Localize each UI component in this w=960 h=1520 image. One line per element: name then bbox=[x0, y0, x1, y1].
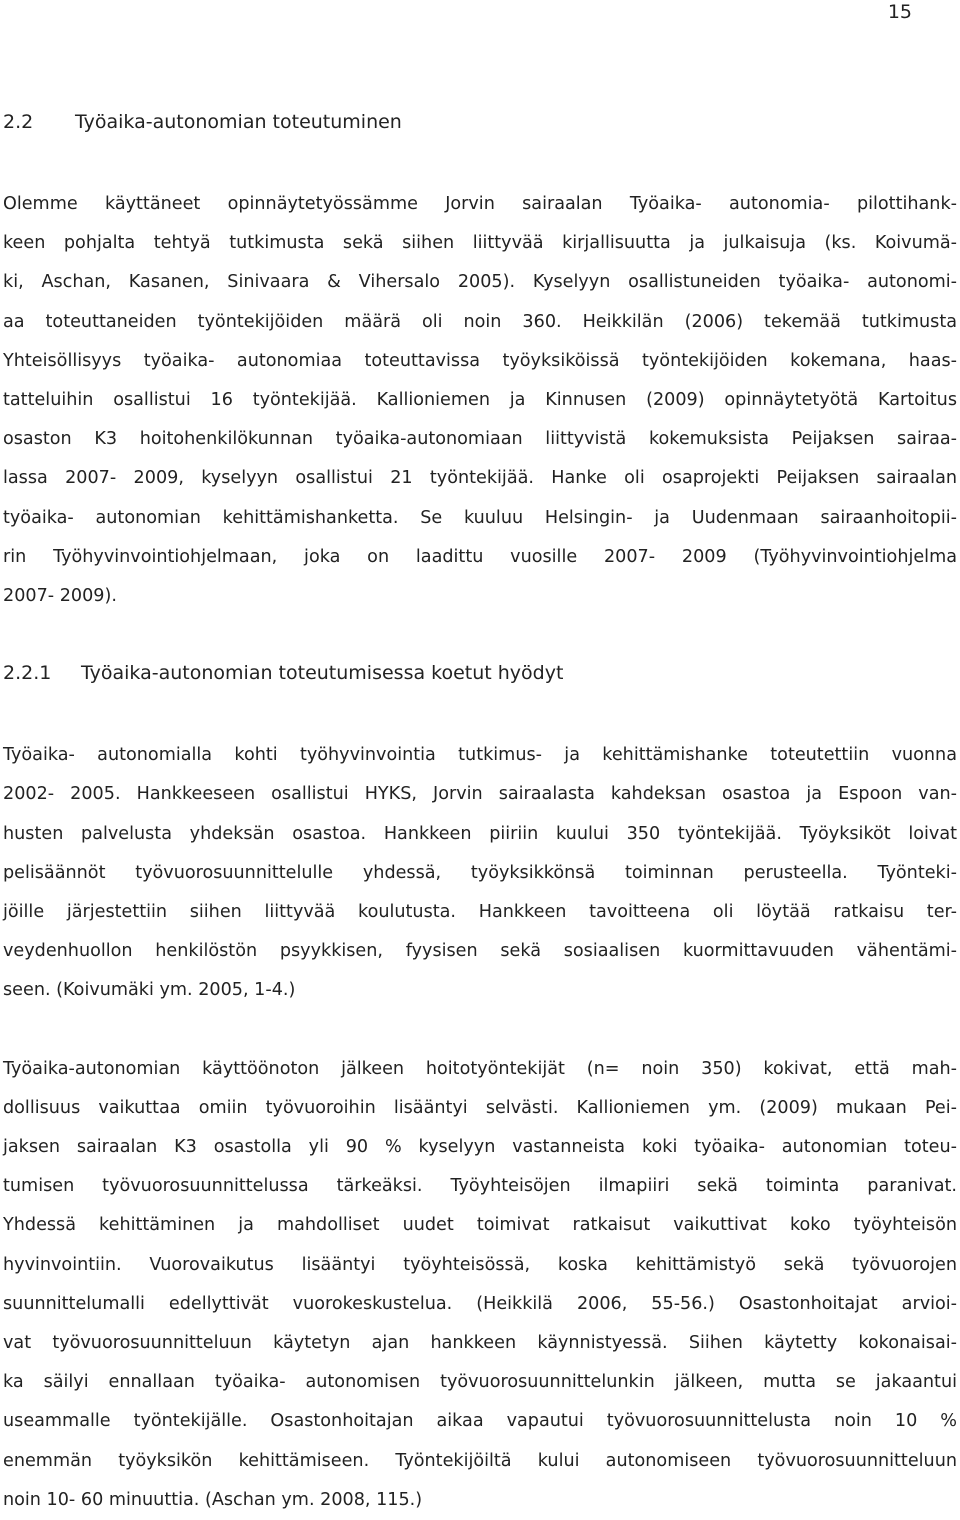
page-number: 15 bbox=[887, 1, 912, 23]
section-heading bbox=[3, 104, 957, 140]
paragraph-line: hyvinvointiin. Vuorovaikutus lisääntyi työyhteisössä, koska kehittämistyö sekä työvuorojen bbox=[3, 1254, 957, 1275]
paragraph-line: Yhdessä kehittäminen ja mahdolliset uudet toimivat ratkaisut vaikuttivat koko työyhteisön bbox=[3, 1215, 957, 1236]
paragraph-line: ki, Aschan, Kasanen, Sinivaara & Vihersalo 2005). Kyselyyn osallistuneiden työaika- autonomi- bbox=[3, 272, 957, 293]
paragraph-line: jaksen sairaalan K3 osastolla yli 90 % kyselyyn vastanneista koki työaika- autonomian toteu- bbox=[3, 1137, 957, 1158]
paragraph-line: tumisen työvuorosuunnittelussa tärkeäksi. Työyhteisöjen ilmapiiri sekä toiminta paranivat. bbox=[3, 1176, 957, 1197]
subsection-heading bbox=[3, 655, 957, 691]
paragraph-line: 2002- 2005. Hankkeeseen osallistui HYKS, Jorvin sairaalasta kahdeksan osastoa ja Espoon van- bbox=[3, 784, 957, 805]
subsection-title: Työaika-autonomian toteutumisessa koetut hyödyt bbox=[81, 662, 564, 685]
paragraph-line: enemmän työyksikön kehittämiseen. Työntekijöiltä kului autonomiseen työvuorosuunnitteluun bbox=[3, 1450, 957, 1471]
paragraph-line: husten palvelusta yhdeksän osastoa. Hankkeen piiriin kuului 350 työntekijää. Työyksiköt loivat bbox=[3, 823, 957, 844]
paragraph-line: Työaika-autonomian käyttöönoton jälkeen hoitotyöntekijät (n= noin 350) kokivat, että mah- bbox=[3, 1058, 957, 1079]
paragraph-line: 2007- 2009). bbox=[3, 586, 117, 607]
subsection-paragraph-2 bbox=[3, 1050, 957, 1520]
section-paragraph bbox=[3, 185, 957, 616]
paragraph-line: ka säilyi ennallaan työaika- autonomisen työvuorosuunnittelunkin jälkeen, mutta se jakaantui bbox=[3, 1372, 957, 1393]
paragraph-line: jöille järjestettiin siihen liittyvää koulutusta. Hankkeen tavoitteena oli löytää ratkaisu ter- bbox=[3, 902, 957, 923]
section-title: Työaika-autonomian toteutuminen bbox=[75, 111, 402, 133]
paragraph-line: veydenhuollon henkilöstön psyykkisen, fyysisen sekä sosiaalisen kuormittavuuden vähentämi- bbox=[3, 941, 957, 962]
paragraph-line: osaston K3 hoitohenkilökunnan työaika-autonomiaan liittyvistä kokemuksista Peijaksen sairaa- bbox=[3, 429, 957, 450]
paragraph-line: rin Työhyvinvointiohjelmaan, joka on laadittu vuosille 2007- 2009 (Työhyvinvointiohjelma bbox=[3, 546, 957, 567]
subsection-number: 2.2.1 bbox=[3, 662, 52, 685]
paragraph-line: noin 10- 60 minuuttia. (Aschan ym. 2008, 115.) bbox=[3, 1489, 423, 1510]
paragraph-line: suunnittelumalli edellyttivät vuorokeskustelua. (Heikkilä 2006, 55-56.) Osastonhoitajat arvioi- bbox=[3, 1293, 957, 1314]
paragraph-line: aa toteuttaneiden työntekijöiden määrä oli noin 360. Heikkilän (2006) tekemää tutkimusta bbox=[3, 311, 957, 332]
section-number: 2.2 bbox=[3, 111, 34, 133]
document-body bbox=[3, 104, 957, 1520]
paragraph-line: Yhteisöllisyys työaika- autonomiaa toteuttavissa työyksiköissä työntekijöiden kokemana, haas- bbox=[3, 350, 957, 371]
subsection-paragraph-1 bbox=[3, 736, 957, 1010]
paragraph-line: useammalle työntekijälle. Osastonhoitajan aikaa vapautui työvuorosuunnittelusta noin 10 % bbox=[3, 1411, 957, 1432]
paragraph-line: seen. (Koivumäki ym. 2005, 1-4.) bbox=[3, 980, 296, 1001]
paragraph-line: dollisuus vaikuttaa omiin työvuoroihin lisääntyi selvästi. Kallioniemen ym. (2009) mukaan Pei- bbox=[3, 1097, 957, 1118]
paragraph-line: keen pohjalta tehtyä tutkimusta sekä siihen liittyvää kirjallisuutta ja julkaisuja (ks. Koivumä- bbox=[3, 233, 957, 254]
paragraph-line: Olemme käyttäneet opinnäytetyössämme Jorvin sairaalan Työaika- autonomia- pilottihank- bbox=[3, 194, 957, 214]
paragraph-line: pelisäännöt työvuorosuunnittelulle yhdessä, työyksikkönsä toiminnan perusteella. Työnteki- bbox=[3, 862, 957, 883]
paragraph-line: vat työvuorosuunnitteluun käytetyn ajan hankkeen käynnistyessä. Siihen käytetty kokonaisai- bbox=[3, 1333, 957, 1354]
paragraph-line: tatteluihin osallistui 16 työntekijää. Kallioniemen ja Kinnusen (2009) opinnäytetyötä Kartoitus bbox=[3, 390, 957, 411]
paragraph-line: lassa 2007- 2009, kyselyyn osallistui 21 työntekijää. Hanke oli osaprojekti Peijaksen sairaalan bbox=[3, 468, 957, 489]
paragraph-line: työaika- autonomian kehittämishanketta. Se kuuluu Helsingin- ja Uudenmaan sairaanhoitopii- bbox=[3, 507, 957, 528]
paragraph-line: Työaika- autonomialla kohti työhyvinvointia tutkimus- ja kehittämishanke toteutettiin vuonna bbox=[3, 745, 957, 766]
